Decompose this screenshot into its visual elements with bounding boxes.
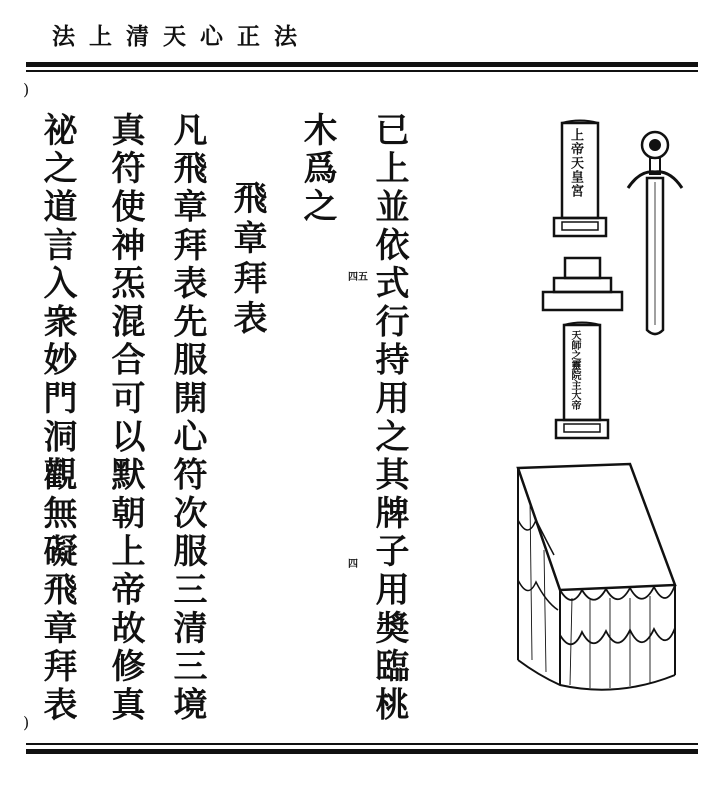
- top-rule-thick: [26, 62, 698, 67]
- bottom-rule-thin: [26, 743, 698, 745]
- text-column-5: 真符使神炁混合可以默朝上帝故修真: [105, 112, 145, 725]
- altar-table-illustration: [510, 460, 700, 700]
- tablet-lower-illustration: [552, 320, 612, 445]
- bottom-rule-thick: [26, 749, 698, 754]
- text-column-2: 木爲之: [297, 112, 337, 226]
- margin-mark-bottom: ): [23, 713, 30, 732]
- text-column-6: 祕之道言入衆妙門洞觀無礙飛章拜表: [37, 112, 77, 725]
- sword-illustration: [620, 120, 690, 340]
- tablet-upper-inscription: 上帝天皇宮: [568, 128, 583, 198]
- page-marker-lower: 四: [348, 559, 358, 570]
- margin-mark-top: ): [23, 80, 30, 99]
- pedestal-illustration: [540, 255, 625, 315]
- text-column-4: 凡飛章拜表先服開心符次服三清三境: [167, 112, 207, 725]
- page-marker-upper: 四五: [348, 272, 368, 283]
- top-rule-thin: [26, 70, 698, 72]
- tablet-lower-inscription: 天師之靈院主大帝: [569, 330, 580, 410]
- text-column-1: 已上並依式行持用之其牌子用奬臨桃: [369, 112, 409, 725]
- running-header: 法上清天心正法: [52, 23, 311, 50]
- text-column-3-heading: 飛章拜表: [227, 180, 267, 340]
